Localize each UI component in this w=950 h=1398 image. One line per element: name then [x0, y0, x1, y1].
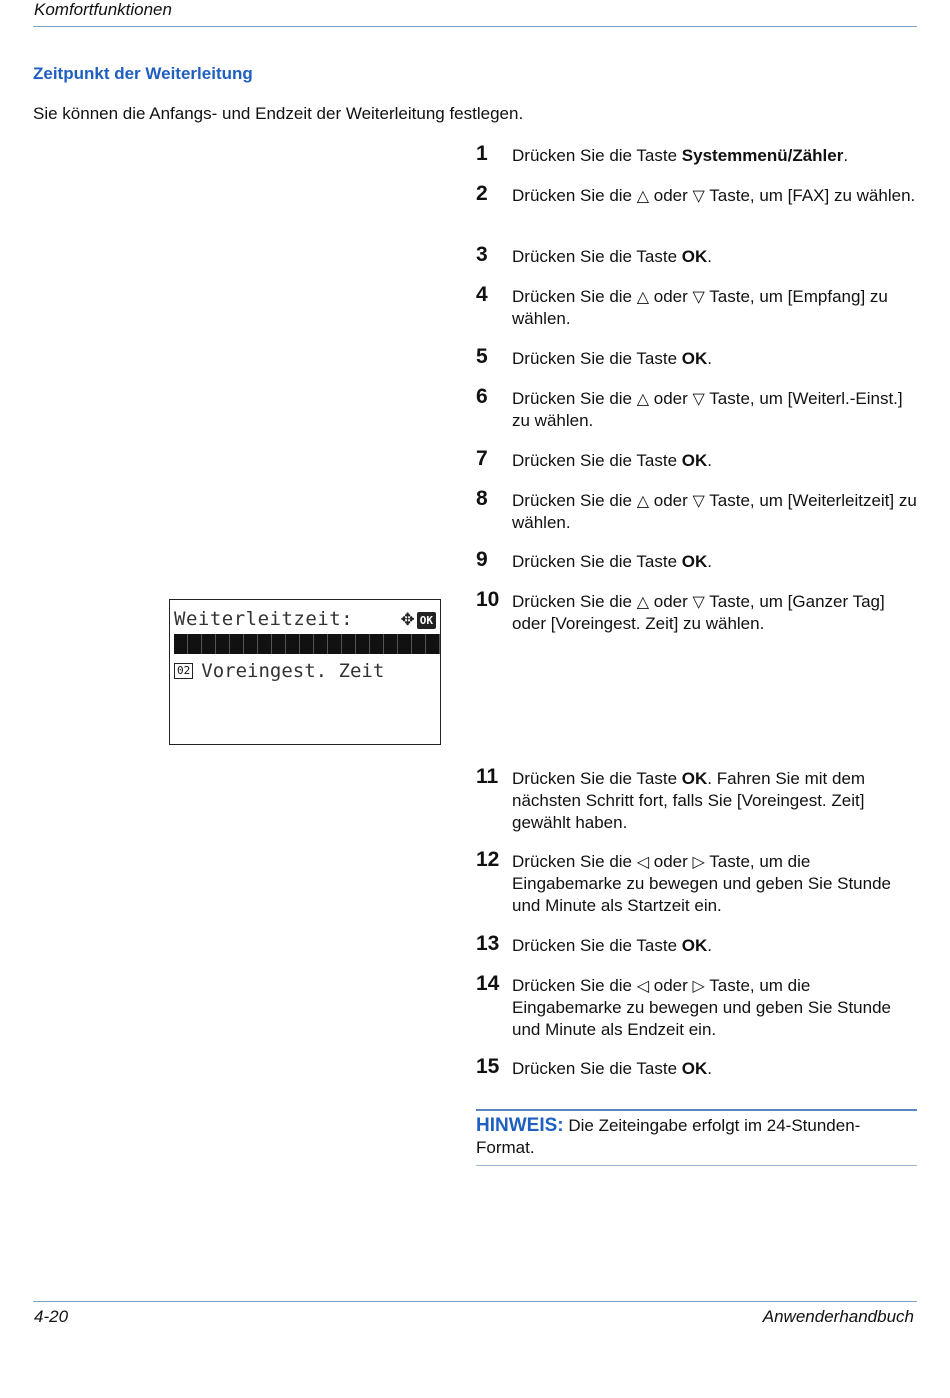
step-number: 11	[476, 765, 499, 788]
footer-rule	[33, 1301, 917, 1302]
intro-paragraph: Sie können die Anfangs- und Endzeit der Weiterleitung festlegen.	[33, 104, 524, 123]
step-text: Drücken Sie die Taste OK. Fahren Sie mit dem nächsten Schritt fort, falls Sie [Voreingest. Zeit] gewählt haben.	[512, 769, 866, 832]
lcd-menu-item	[174, 660, 384, 682]
arrow-key-icon: ▽	[692, 592, 705, 611]
lcd-selection-bar	[174, 634, 440, 654]
step-number: 14	[476, 972, 500, 995]
arrow-key-icon: ▷	[692, 852, 705, 871]
arrow-key-icon: ◁	[636, 976, 650, 995]
arrow-key-icon: △	[636, 389, 650, 408]
note-text: Die Zeiteingabe erfolgt im 24-Stunden-Format.	[476, 1116, 861, 1157]
arrow-key-icon: ◁	[636, 852, 650, 871]
four-way-arrows-icon: ✥	[400, 610, 415, 630]
step-text: Drücken Sie die Taste OK.	[512, 1059, 713, 1078]
step-text: Drücken Sie die ◁ oder ▷ Taste, um die Eingabemarke zu bewegen und geben Sie Stunde und Minute als Endzeit ein.	[512, 976, 892, 1039]
arrow-key-icon: △	[636, 186, 650, 205]
ok-icon: OK	[417, 612, 436, 629]
step-number: 5	[476, 345, 488, 368]
step-text: Drücken Sie die Taste OK.	[512, 936, 713, 955]
lcd-nav-indicator	[401, 610, 437, 630]
section-title: Zeitpunkt der Weiterleitung	[33, 64, 253, 83]
step-text: Drücken Sie die Taste OK.	[512, 349, 713, 368]
arrow-key-icon: ▽	[692, 389, 705, 408]
page-number: 4-20	[34, 1307, 69, 1326]
lcd-item-label: Voreingest. Zeit	[201, 660, 385, 682]
step-number: 15	[476, 1055, 500, 1078]
step-text: Drücken Sie die Taste Systemmenü/Zähler.	[512, 146, 849, 165]
step-text: Drücken Sie die △ oder ▽ Taste, um [Empfang] zu wählen.	[512, 287, 888, 328]
arrow-key-icon: △	[636, 592, 650, 611]
step-number: 12	[476, 848, 500, 871]
step-number: 6	[476, 385, 488, 408]
manual-title: Anwenderhandbuch	[762, 1307, 914, 1326]
step-text: Drücken Sie die Taste OK.	[512, 552, 713, 571]
step-text: Drücken Sie die △ oder ▽ Taste, um [FAX] zu wählen.	[512, 186, 916, 205]
step-text: Drücken Sie die △ oder ▽ Taste, um [Weiterl.-Einst.] zu wählen.	[512, 389, 903, 430]
step-number: 2	[476, 182, 488, 205]
lcd-item-number: 02	[174, 663, 193, 679]
arrow-key-icon: ▷	[692, 976, 705, 995]
step-text: Drücken Sie die △ oder ▽ Taste, um [Weiterleitzeit] zu wählen.	[512, 491, 917, 532]
arrow-key-icon: ▽	[692, 186, 705, 205]
arrow-key-icon: △	[636, 287, 650, 306]
step-number: 7	[476, 447, 488, 470]
step-number: 10	[476, 588, 500, 611]
arrow-key-icon: ▽	[692, 287, 705, 306]
step-number: 8	[476, 487, 488, 510]
step-number: 3	[476, 243, 488, 266]
lcd-title: Weiterleitzeit:	[174, 608, 354, 630]
header-rule	[33, 26, 917, 27]
arrow-key-icon: ▽	[692, 491, 705, 510]
step-number: 13	[476, 932, 500, 955]
step-number: 9	[476, 548, 488, 571]
step-text: Drücken Sie die Taste OK.	[512, 451, 713, 470]
note-box	[476, 1109, 917, 1166]
step-text: Drücken Sie die Taste OK.	[512, 247, 713, 266]
lcd-screen	[169, 599, 441, 745]
step-number: 4	[476, 283, 488, 306]
step-text: Drücken Sie die ◁ oder ▷ Taste, um die Eingabemarke zu bewegen und geben Sie Stunde und Minute als Startzeit ein.	[512, 852, 892, 915]
step-text: Drücken Sie die △ oder ▽ Taste, um [Ganzer Tag] oder [Voreingest. Zeit] zu wählen.	[512, 592, 885, 633]
note-label: HINWEIS:	[476, 1115, 564, 1136]
running-header: Komfortfunktionen	[34, 0, 172, 19]
step-number: 1	[476, 142, 488, 165]
arrow-key-icon: △	[636, 491, 650, 510]
